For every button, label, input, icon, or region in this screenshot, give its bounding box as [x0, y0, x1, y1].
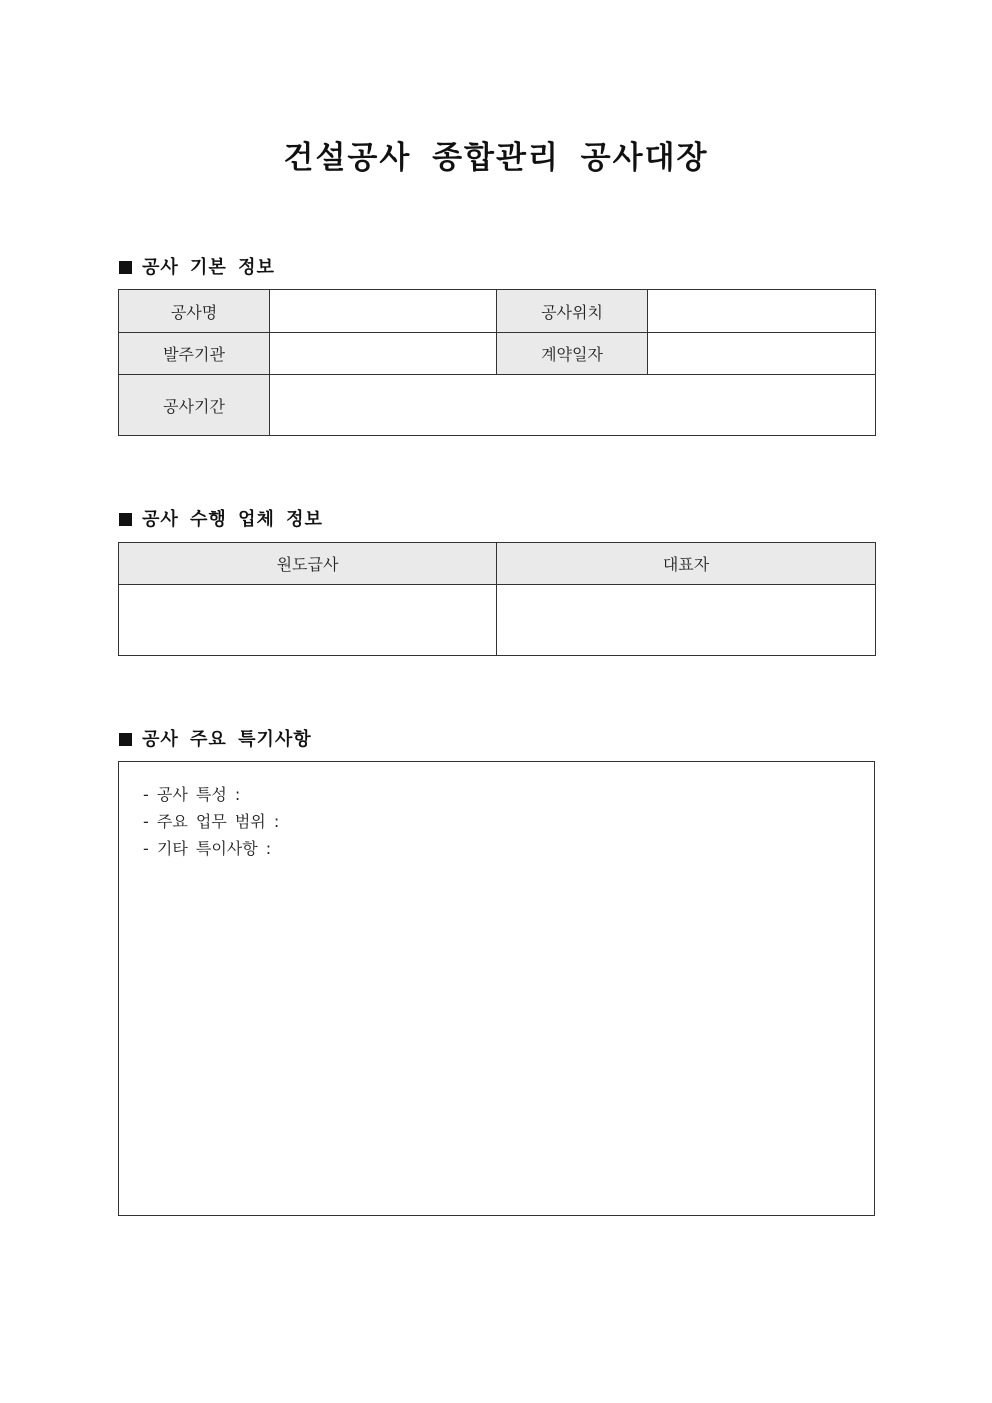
- section-heading-basic-info: [119, 253, 275, 279]
- representative-header: 대표자: [497, 543, 876, 585]
- project-period-field[interactable]: [270, 375, 876, 436]
- section-heading-contractor-info: [119, 505, 323, 531]
- square-bullet-icon: [119, 733, 132, 746]
- section-heading-text: 공사 기본 정보: [142, 257, 275, 278]
- section-heading-notes: [119, 725, 312, 751]
- table-row: [119, 290, 876, 333]
- client-agency-field[interactable]: [270, 333, 497, 375]
- table-row: [119, 333, 876, 375]
- client-agency-label: 발주기관: [119, 333, 270, 375]
- project-location-field[interactable]: [648, 290, 876, 333]
- basic-info-table: [118, 289, 876, 436]
- table-row: [119, 585, 876, 656]
- notes-textarea[interactable]: [118, 761, 875, 1216]
- contractor-info-table: [118, 542, 876, 656]
- representative-field[interactable]: [497, 585, 876, 656]
- contract-date-label: 계약일자: [497, 333, 648, 375]
- list-item: - 공사 특성 :: [143, 785, 241, 804]
- prime-contractor-header: 원도급사: [119, 543, 497, 585]
- contract-date-field[interactable]: [648, 333, 876, 375]
- notes-list: [119, 762, 874, 862]
- project-name-field[interactable]: [270, 290, 497, 333]
- list-item: - 기타 특이사항 :: [143, 839, 272, 858]
- list-item: - 주요 업무 범위 :: [143, 812, 280, 831]
- project-name-label: 공사명: [119, 290, 270, 333]
- prime-contractor-field[interactable]: [119, 585, 497, 656]
- project-location-label: 공사위치: [497, 290, 648, 333]
- page-title: 건설공사 종합관리 공사대장: [283, 140, 709, 176]
- project-period-label: 공사기간: [119, 375, 270, 436]
- square-bullet-icon: [119, 513, 132, 526]
- section-heading-text: 공사 수행 업체 정보: [142, 509, 323, 530]
- square-bullet-icon: [119, 261, 132, 274]
- table-row: [119, 375, 876, 436]
- section-heading-text: 공사 주요 특기사항: [142, 729, 312, 750]
- table-row: [119, 543, 876, 585]
